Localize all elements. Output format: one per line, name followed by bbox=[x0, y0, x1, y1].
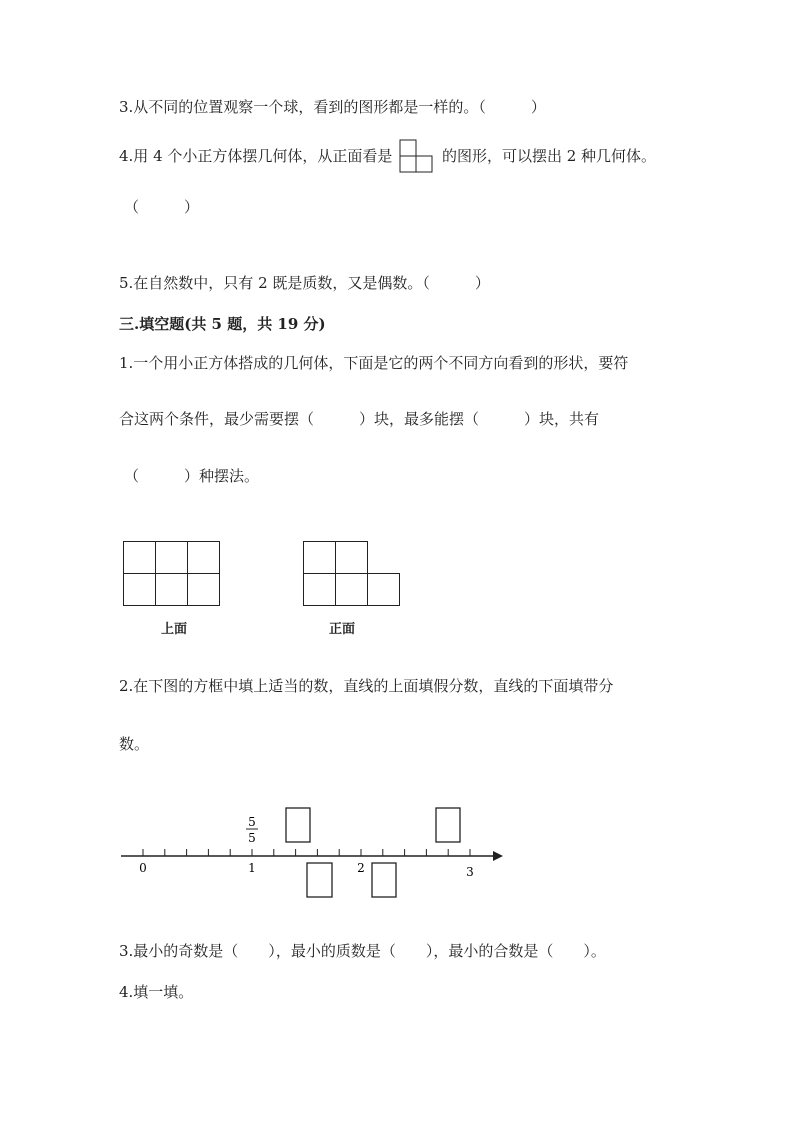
section-title: 三.填空题(共 5 题，共 19 分) bbox=[119, 315, 326, 333]
fill-q1-line2: 合这两个条件，最少需要摆（ ）块，最多能摆（ ）块，共有 bbox=[119, 410, 600, 428]
front-view-cell bbox=[367, 573, 400, 606]
front-view-label: 正面 bbox=[329, 622, 356, 637]
fill-q1-line1: 1.一个用小正方体搭成的几何体，下面是它的两个不同方向看到的形状，要符 bbox=[119, 354, 629, 372]
tick-label-1: 1 bbox=[248, 861, 256, 875]
number-line-ticks bbox=[143, 849, 470, 856]
answer-box-above[interactable] bbox=[286, 808, 310, 842]
answer-box-below[interactable] bbox=[372, 863, 396, 897]
answer-box-above[interactable] bbox=[436, 808, 460, 842]
fill-q3: 3.最小的奇数是（ ），最小的质数是（ ），最小的合数是（ ）。 bbox=[119, 942, 606, 960]
tick-label-3: 3 bbox=[466, 865, 474, 879]
front-view-shape-icon bbox=[399, 139, 435, 175]
top-view-cell bbox=[187, 541, 220, 574]
fill-q1-line3: （ ）种摆法。 bbox=[124, 467, 260, 485]
number-line-arrow-icon bbox=[493, 851, 503, 861]
judge-q4 bbox=[119, 139, 656, 175]
top-view-label: 上面 bbox=[161, 622, 188, 637]
top-view-cell bbox=[155, 541, 188, 574]
judge-q4-answer-paren: （ ） bbox=[124, 198, 200, 216]
tick-label-2: 2 bbox=[357, 861, 365, 875]
front-view-cell bbox=[303, 541, 336, 574]
fraction-numerator: 5 bbox=[248, 815, 256, 829]
front-view-cell bbox=[335, 573, 368, 606]
fraction-denominator: 5 bbox=[248, 831, 256, 845]
fill-q2-line1: 2.在下图的方框中填上适当的数，直线的上面填假分数，直线的下面填带分 bbox=[119, 677, 614, 695]
judge-q3: 3.从不同的位置观察一个球，看到的图形都是一样的。（ ） bbox=[119, 98, 546, 116]
judge-q4-text-after: 的图形，可以摆出 2 种几何体。 bbox=[441, 147, 657, 165]
fill-q4: 4.填一填。 bbox=[119, 983, 194, 1001]
judge-q4-text-before: 4.用 4 个小正方体摆几何体，从正面看是 bbox=[119, 147, 393, 165]
top-view-cell bbox=[187, 573, 220, 606]
answer-box-below[interactable] bbox=[307, 863, 332, 897]
top-view-cell bbox=[123, 573, 156, 606]
tick-label-0: 0 bbox=[139, 861, 147, 875]
fill-q2-line2: 数。 bbox=[119, 735, 150, 753]
number-line bbox=[0, 800, 794, 910]
top-view-cell bbox=[155, 573, 188, 606]
judge-q5: 5.在自然数中，只有 2 既是质数，又是偶数。（ ） bbox=[119, 274, 490, 292]
top-view-cell bbox=[123, 541, 156, 574]
front-view-cell bbox=[303, 573, 336, 606]
front-view-cell bbox=[335, 541, 368, 574]
